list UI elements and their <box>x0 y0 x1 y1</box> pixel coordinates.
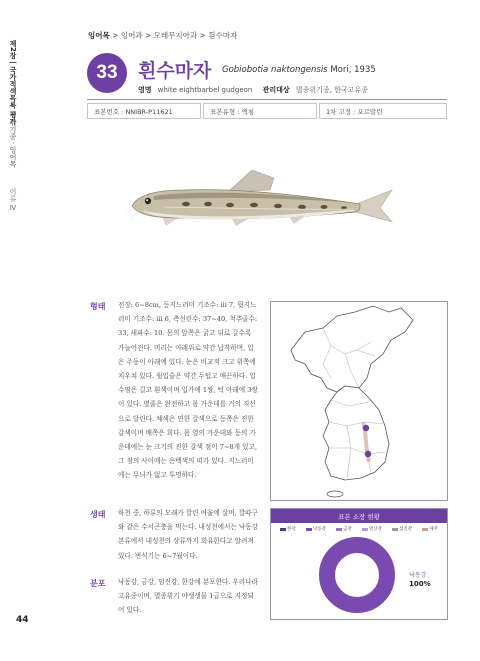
breadcrumb-order: 잉어목 <box>88 31 110 40</box>
sidebar-tab-chapter: 제2장 | 국가적색목록 평가 <box>9 40 17 125</box>
legend-item <box>280 526 296 532</box>
section-text-distribution: 낙동강, 금강, 임진강, 한강에 분포한다. 우리나라 고유종이며, 멸종위기 야생생물 1급으로 지정되어 있다. <box>118 578 258 615</box>
sidebar <box>0 0 34 661</box>
legend-label: 한강 <box>287 527 296 532</box>
specimen-number-box: 표본번호 : NNIBR-P11621 <box>87 103 201 119</box>
page-number: 44 <box>16 615 29 625</box>
donut-label-value: 100% <box>409 580 431 588</box>
donut-chart <box>317 535 397 615</box>
breadcrumb-sep: > <box>199 31 206 40</box>
specimen-type-box: 표본유형 : 액침 <box>203 103 317 119</box>
scientific-author: Mori, 1935 <box>330 65 376 75</box>
scientific-name <box>222 65 376 75</box>
donut-slice <box>327 545 387 605</box>
legend-item <box>422 526 438 532</box>
species-meta <box>138 85 368 95</box>
legend-swatch <box>422 528 428 531</box>
legend-swatch <box>392 528 398 531</box>
breadcrumb-sep: > <box>112 31 119 40</box>
section-label-ecology: 생태 <box>90 510 106 519</box>
legend-label: 섬진강 <box>399 527 413 532</box>
legend-swatch <box>336 528 342 531</box>
sidebar-vertical-label: 어류 Ⅳ <box>9 188 17 213</box>
status-value: 멸종위기종, 한국고유종 <box>295 86 368 94</box>
legend-swatch <box>280 528 286 531</box>
specimen-point <box>363 425 369 431</box>
distribution-map <box>270 301 448 501</box>
species-number-badge: 33 <box>87 53 127 93</box>
fixation-box: 1차 고정 : 포르말린 <box>319 103 447 119</box>
legend-label: 영산강 <box>368 527 382 532</box>
donut-label-name: 낙동강 <box>409 572 427 579</box>
legend-label: 낙동강 <box>312 527 326 532</box>
breadcrumb <box>88 30 237 41</box>
chart-legend <box>271 523 447 532</box>
section-label-morphology: 형태 <box>90 302 106 311</box>
page-title: 흰수마자 <box>138 60 212 82</box>
legend-swatch <box>362 528 368 531</box>
status-label: 관리대상 <box>262 86 290 94</box>
sidebar-tab-section: 1 위기종 · 잉어목 <box>9 112 17 168</box>
breadcrumb-sep: > <box>144 31 152 40</box>
legend-item <box>336 526 352 532</box>
english-name-label: 영명 <box>138 86 152 94</box>
breadcrumb-species: 흰수마자 <box>208 31 238 40</box>
section-text-morphology: 전장: 6~8cm, 등지느러미 기조수: iii 7, 뒷지느러미 기조수: iii 6, 측선린수: 37~40, 척추골수: 33, 새파수: 10. 몸의 앞쪽은 굵고 뒤로 갈수록 가늘어진다. 머리는 아래위로 약간 납작하며, 입은 주둥이 아래에 있다. 눈은 비교적 크고 위쪽에 치우쳐 있다. 윗입술은 약간 두텁고 매끈하다. 입수염은 길고 흰색이며 입가에 1쌍, 턱 아래에 3쌍이 있다. 옆줄은 완전하고 몸 가운데를 거의 직선으로 달린다. 체색은 연한 갈색으로 등쪽은 진한 갈색이며 배쪽은 희다. 몸 옆의 가운데와 등의 가운데에는 눈 크기의 진한 갈색 점이 7~8개 있고, 그 점의 사이에는 은백색의 띠가 있다. 지느러미에는 무늬가 없고 투명하다. <box>118 301 258 480</box>
legend-item <box>362 526 382 532</box>
title-divider <box>87 99 447 100</box>
specimen-point <box>365 451 371 457</box>
english-name-value: white eightbarbel gudgeon <box>157 86 253 94</box>
legend-label: 금강 <box>343 527 352 532</box>
specimen-chart <box>270 508 448 620</box>
breadcrumb-family: 잉어과 <box>120 31 143 40</box>
section-label-distribution: 분포 <box>90 579 106 588</box>
legend-item <box>392 526 412 532</box>
scientific-binomial: Gobiobotia naktongensis <box>222 65 328 75</box>
section-text-ecology: 하천 중, 하류의 모래가 깔린 여울에 살며, 깔따구와 같은 수서곤충을 먹는다. 내성천에서는 낙동강 본류에서 내성천의 상류까지 회유한다고 알려져 있다. 번식기는 6~7월이다. <box>118 509 258 560</box>
breadcrumb-subfamily: 모래무지아과 <box>153 31 198 40</box>
legend-swatch <box>306 528 312 531</box>
korea-map <box>271 302 447 500</box>
legend-item <box>306 526 326 532</box>
fish-specimen-image <box>124 160 396 240</box>
donut-data-label <box>409 571 431 589</box>
legend-label: 제주 <box>429 527 438 532</box>
chart-title: 표본 소장 현황 <box>271 509 447 523</box>
